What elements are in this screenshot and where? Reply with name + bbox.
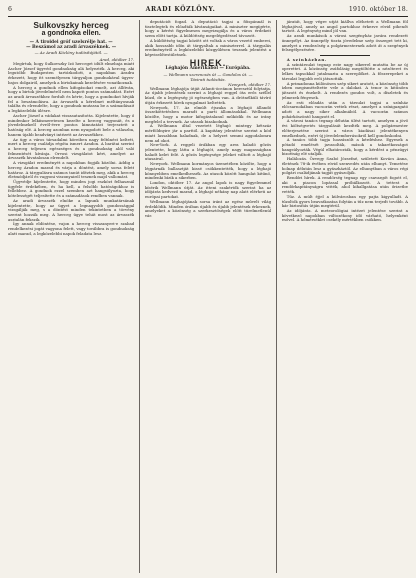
paragraph: New-York. A reggeli órákban egy arra haladó gőzös jelentette, hogy látta a léghajót, amely nagy magasságban haladt kelet felé. A gőzös legénysége jeleket váltott a léghajó utasaival. <box>144 142 272 162</box>
paragraph: A herceg a gondnok ellen kifogásokat emelt, azt állítván, hogy a birtok jövedelméről nem kapott pontos számadást. Ezért az aradi árvaszékhez fordult és kérte, hogy a gondnokot hívják fel a beszámolásra. Az árvaszék a kérelmet méltányosnak találta és elrendelte, hogy a gondnok mutassa be a számadásait a legközelebbi ülésre. <box>8 84 135 114</box>
article-deck-1: — A tiroidei gróf uzelsrélje hat. — <box>29 40 113 45</box>
paragraph: A Wellmann által vezetett léghajó mintegy kétszáz mérföldnyire jár a parttól. A kapitány jelentése szerint a köd miatt lassabban haladnak, de a helyzet semmi aggodalomra nem ad okot. <box>144 123 272 143</box>
paragraph: A tanács több tagja hozzászólt a kérdéshez. Egyesek a pótadó emelését javasolták, mások a takarékosságot hangsúlyozták. Végül elhatározták, hogy a kérdést a pénzügyi bizottság elé utalják. <box>281 137 408 157</box>
masthead-rule <box>8 16 408 17</box>
paragraph: Az időjárás. A meteorológiai intézet jelentése szerint a következő napokban változékony idő várható, helyenként esővel. A hőmérséklet csekély mértékben csökken. <box>281 208 408 223</box>
paragraph: Wellmann léghajójának sorsa iránt az egész művelt világ érdeklődik. Minden órában újabb és újabb jelentések érkeznek, amelyeket a közönség a szerkesztőségek előtt türelmetlenül vár. <box>144 198 272 219</box>
section-title: HIREK. <box>189 57 227 68</box>
paragraph: Az esti előadás után a társulat tagjai a színház előcsarnokában vacsorán vettek részt, amelyet a színigazgató adott a nagy siker alkalmából. A vacsorán számos pohárköszöntő hangzott el. <box>281 99 408 119</box>
paragraph: A városi tanács tegnap délután ülést tartott, amelyen a jövő évi költségvetés tárgyalását kezdték meg. A polgármester előterjesztése szerint a város kiadásai jelentékenyen emelkednek, ezért új jövedelemforrásokról kell gondoskodni. <box>281 118 408 138</box>
paragraph: A küldöttség tagjai között ott voltak a város vezető emberei, akik hosszabb időn át tárgyaltak a miniszterrel. A tárgyalás eredményéről a legközelebbi közgyűlésen tesznek jelentést a képviselőtestületnek. <box>144 37 272 58</box>
paragraph: Tűz. A múlt éjjel a külvárosban egy pajta kigyulladt. A tűzoltók gyors beavatkozása folytán a tűz nem terjedt tovább. A kár biztosítás útján megtérül. <box>281 193 408 209</box>
paragraph: A primadonna különösen szép sikert aratott, a közönség több ízben megismételtette vele a dalokat. A tenor is kitűnően játszott és énekelt. A rendezés gondos volt, a díszletek és jelmezek fényesek. <box>281 80 408 100</box>
paragraph: A színtársulat tegnap este nagy sikerrel mutatta be az új operettet. A közönség zsúfolásig megtöltötte a nézőteret és lelkes tapsokkal jutalmazta a szereplőket. A főszerepeket a társulat legjobb erői játszották. <box>281 61 408 81</box>
paragraph: Az ügy a város társadalmi köreiben nagy feltűnést keltett, mert a herceg családja régóta ismert Aradon. A barátai szerint a herceg teljesen egészséges és a gondnokság alól való felmentését kívánja. Orvosi vizsgálatot kért, amelyet az árvaszék hivatalosan elrendelt. <box>8 136 135 161</box>
article-deck-2: — Beszámol az aradi árvaszéknek. — <box>26 45 117 50</box>
paragraph: Megírtuk, hogy Sulkovszky Izó herceget idült elmebaja miatt Ascher József ügyvéd gondnokság alá helyezték. A herceg, aki legutóbb Budapesten tartózkodott, a napokban Aradra érkezett, hogy itt személyesen tárgyaljon gondnokával ügyes-bajos dolgairól, amelyek a birtokainak kezelésére vonatkoznak. <box>8 61 135 85</box>
paragraph: Így annak eldöntése, vajon a herceg visszanyeri-e szabad rendelkezési jogát vagyona felett, vagy továbbra is gondnokság alatt marad, a legközelebbi napok feladata lesz. <box>8 221 135 236</box>
column-2 <box>145 20 271 573</box>
article-headline-1: Sulkovszky herceg <box>33 20 109 30</box>
paragraph: A vizsgálat eredményét a napokban fogják közölni. Addig a herceg Aradon marad és várja a döntést, amely sorsa felett határoz. A tárgyalásra számos tanút idéztek meg, akik a herceg életmódjáról és vagyoni viszonyairól tesznek majd vallomást. <box>8 160 135 180</box>
column-3 <box>282 20 408 573</box>
columns <box>8 20 408 573</box>
column-1 <box>8 20 134 573</box>
page-number: 6 <box>8 6 13 13</box>
paragraph: Wellmann léghajója útját Atlanti-óceánon keresztül folytatja. Az újabb jelentések szerint a léghajó reggel óta erős széllel küzd, de a legénység jó egészségben van. A drótnélküli távíró útján érkezett hírek nyugalmat keltettek. <box>144 85 272 105</box>
newspaper-title: ARADI KÖZLÖNY. <box>145 6 216 13</box>
news-headline: Léghajón Amerikából — Európába. <box>165 66 251 72</box>
issue-date: 1910. október 18. <box>348 6 408 13</box>
paragraph: Az aradi árvaszék elnöke a lapunk munkatársának kijelentette, hogy az ügyet a legnagyobb gondossággal vizsgálják meg, s a döntést minden tekintetben a törvény szerint hozzák meg. A herceg ügye tehát most az árvaszék asztalán fekszik. <box>8 197 135 222</box>
paragraph: deputációt fogad. A deputáció tagjai a főispánnál is tisztelegtek és előadták kívánságaikat. A miniszter megígérte, hogy a kérést figyelmesen megvizsgálja és a város érdekeit szem előtt tartja. A küldöttség megelégedéssel távozott. <box>144 20 272 39</box>
news-dateline: Newyork, október 17. <box>228 81 272 87</box>
article-deck-3: — Az Aradi Közlöny tudósítójától. — <box>34 50 108 55</box>
column-divider <box>276 20 277 573</box>
paragraph: Ascher József a vádakat visszautasította. Kijelentette, hogy ő mindenkor lelkiismeretesen kezelte a herceg vagyonát, és a jövedelmekről évről-évre pontos kimutatást terjesztett a hatóság elé. A herceg azonban nem nyugodott bele a válaszba, hanem újabb beadványt intézett az árvaszékhez. <box>8 112 135 137</box>
article-headline-2: a gondnoka ellen. <box>41 30 101 37</box>
news-source: Távirati tudósítás. <box>190 76 226 82</box>
paragraph: Newyork, 17. Az elmúlt éjszaka a léghajó állandó összeköttetésben maradt a parti állomásokkal. Wellmann közölte, hogy a motor kifogástalanul működik és az irány megfelel a tervnek. Az utasok bizakodnak. <box>144 104 272 124</box>
paragraph: Newyork. Wellmann kormányos üzenetében közölte, hogy a légpárnák ballasztját kissé csökkentették, hogy a léghajó könnyebben emelkedhessék. Az utasok között hangulat kitűnő, mindenki bízik a sikerben. <box>144 161 272 181</box>
paragraph: járatát, hogy végre utját kiállva eléhetett a Wellmann föl léghajóval, amely az angol partokhoz érkezve rövid pihenőt tartott. A legénység mind jól van. <box>281 20 408 34</box>
notice-title: A színházban. <box>286 57 328 63</box>
article-dateline: Arad, október 17. <box>99 57 135 62</box>
separator-rule <box>320 55 371 56</box>
paragraph: Halálozás. Özvegy Szabó Józsefné, született Kovács Anna, életének 78-ik évében rövid szenvedés után elhunyt. Temetése holnap délután lesz a gyászháztól. Az elhunytban a város régi polgári családjának tagját gyászolják. <box>281 156 408 176</box>
column-divider <box>139 20 140 573</box>
paragraph: Rendőri hírek. A rendőrség tegnap egy csavargót fogott el, aki a piacon lopással próbálkozott. A tettest a rendőrkapitányságra vitték, ahol kihallgatása után őrizetbe vették. <box>281 175 408 195</box>
masthead <box>8 6 408 15</box>
news-subheadline: — Wellmann szerencsés út — Gondolos út. — <box>163 71 253 77</box>
paragraph: London, október 17. Az angol lapok is nagy figyelemmel kísérik Wellmann útját. Az itteni szakértők szerint ha az időjárás kedvező marad, a léghajó néhány nap alatt elérheti az európai partokat. <box>144 180 272 200</box>
paragraph: Ügyvédje kijelentette, hogy minden jogi eszközt felhasznál ügyfele érdekében, és ha kell, a felsőbb hatóságokhoz is fellebbez. A gondnok ezzel szemben azt hangsúlyozta, hogy kötelességét teljesítette és a számadások rendben vannak. <box>8 178 135 199</box>
paragraph: Az aradi munkások a városi szegényház javára rendezett ünnepélyt. Az ünnepély tiszta jövedelme szép összeget tett ki, amelyet a rendezőség a polgármesternek adott át a szegények felsegélyezésére. <box>281 33 408 53</box>
